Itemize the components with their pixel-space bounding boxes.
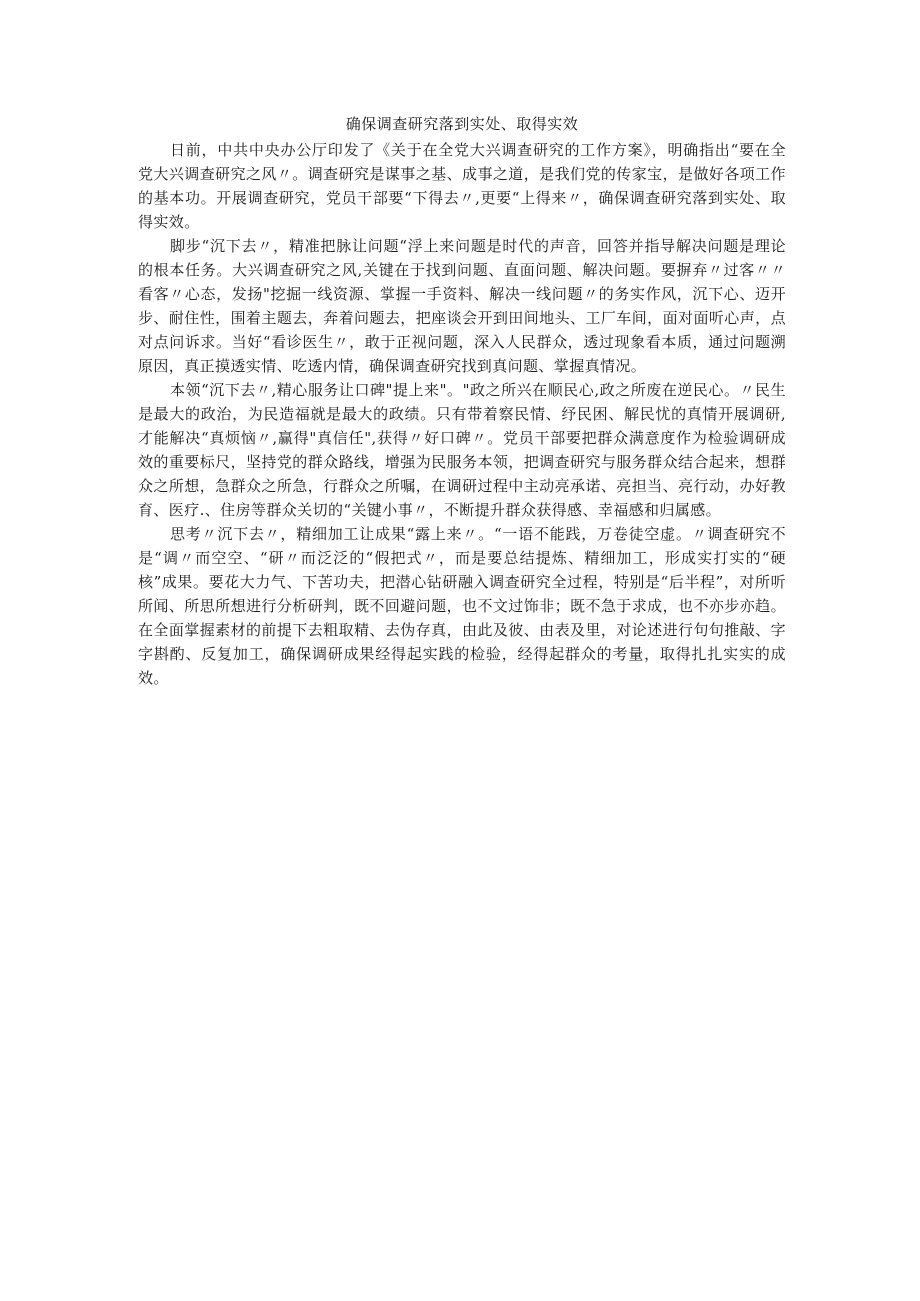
paragraph-ability: 本领“沉下去〃,精心服务让口碑"提上来"。"政之所兴在顺民心,政之所废在逆民心。〃民生是最大的政治，为民造福就是最大的政绩。只有带着察民情、纾民困、解民忧的真情开展调研,才能解决“真烦恼〃,赢得"真信任",获得〃好口碑〃。党员干部要把群众满意度作为检验调研成效的重要标尺，坚持党的群众路线，增强为民服务本领，把调查研究与服务群众结合起来，想群众之所想，急群众之所急，行群众之所嘱，在调研过程中主动亮承诺、亮担当、亮行动，办好教育、医疗.、住房等群众关切的“关键小事〃，不断提升群众获得感、幸福感和归属感。	[138, 381, 786, 519]
paragraph-intro: 日前，中共中央办公厅印发了《关于在全党大兴调查研究的工作方案》，明确指出“要在全党大兴调查研究之风〃。调查研究是谋事之基、成事之道，是我们党的传家宝，是做好各项工作的基本功。开展调查研究，党员干部要“下得去〃,更要“上得来〃，确保调查研究落到实处、取得实效。	[138, 141, 786, 231]
document-body	[138, 112, 786, 690]
paragraph-footsteps: 脚步“沉下去〃，精准把脉让问题“浮上来问题是时代的声音，回答并指导解决问题是理论的根本任务。大兴调查研究之风,关键在于找到问题、直面问题、解决问题。要摒弃〃过客〃〃看客〃心态，发扬"挖掘一线资源、掌握一手资料、解决一线问题〃的务实作风，沉下心、迈开步、耐住性，围着主题去，奔着问题去，把座谈会开到田间地头、工厂车间，面对面听心声，点对点问诉求。当好“看诊医生〃，敢于正视问题，深入人民群众，透过现象看本质，通过问题溯原因，真正摸透实情、吃透内情，确保调查研究找到真问题、掌握真情况。	[138, 237, 786, 375]
paragraph-thinking: 思考〃沉下去〃，精细加工让成果“露上来〃。“一语不能践，万卷徒空虚。〃调查研究不是“调〃而空空、“研〃而泛泛的“假把式〃，而是要总结提炼、精细加工，形成实打实的“硬核”成果。要花大力气、下苦功夫，把潜心钻研融入调查研究全过程，特别是“后半程”，对所听所闻、所思所想进行分析研判，既不回避问题，也不文过饰非；既不急于求成，也不亦步亦趋。在全面掌握素材的前提下去粗取精、去伪存真，由此及彼、由表及里，对论述进行句句推敲、字字斟酌、反复加工，确保调研成果经得起实践的检验，经得起群众的考量，取得扎扎实实的成效。	[138, 525, 786, 687]
document-title: 确保调查研究落到实处、取得实效	[345, 115, 579, 133]
